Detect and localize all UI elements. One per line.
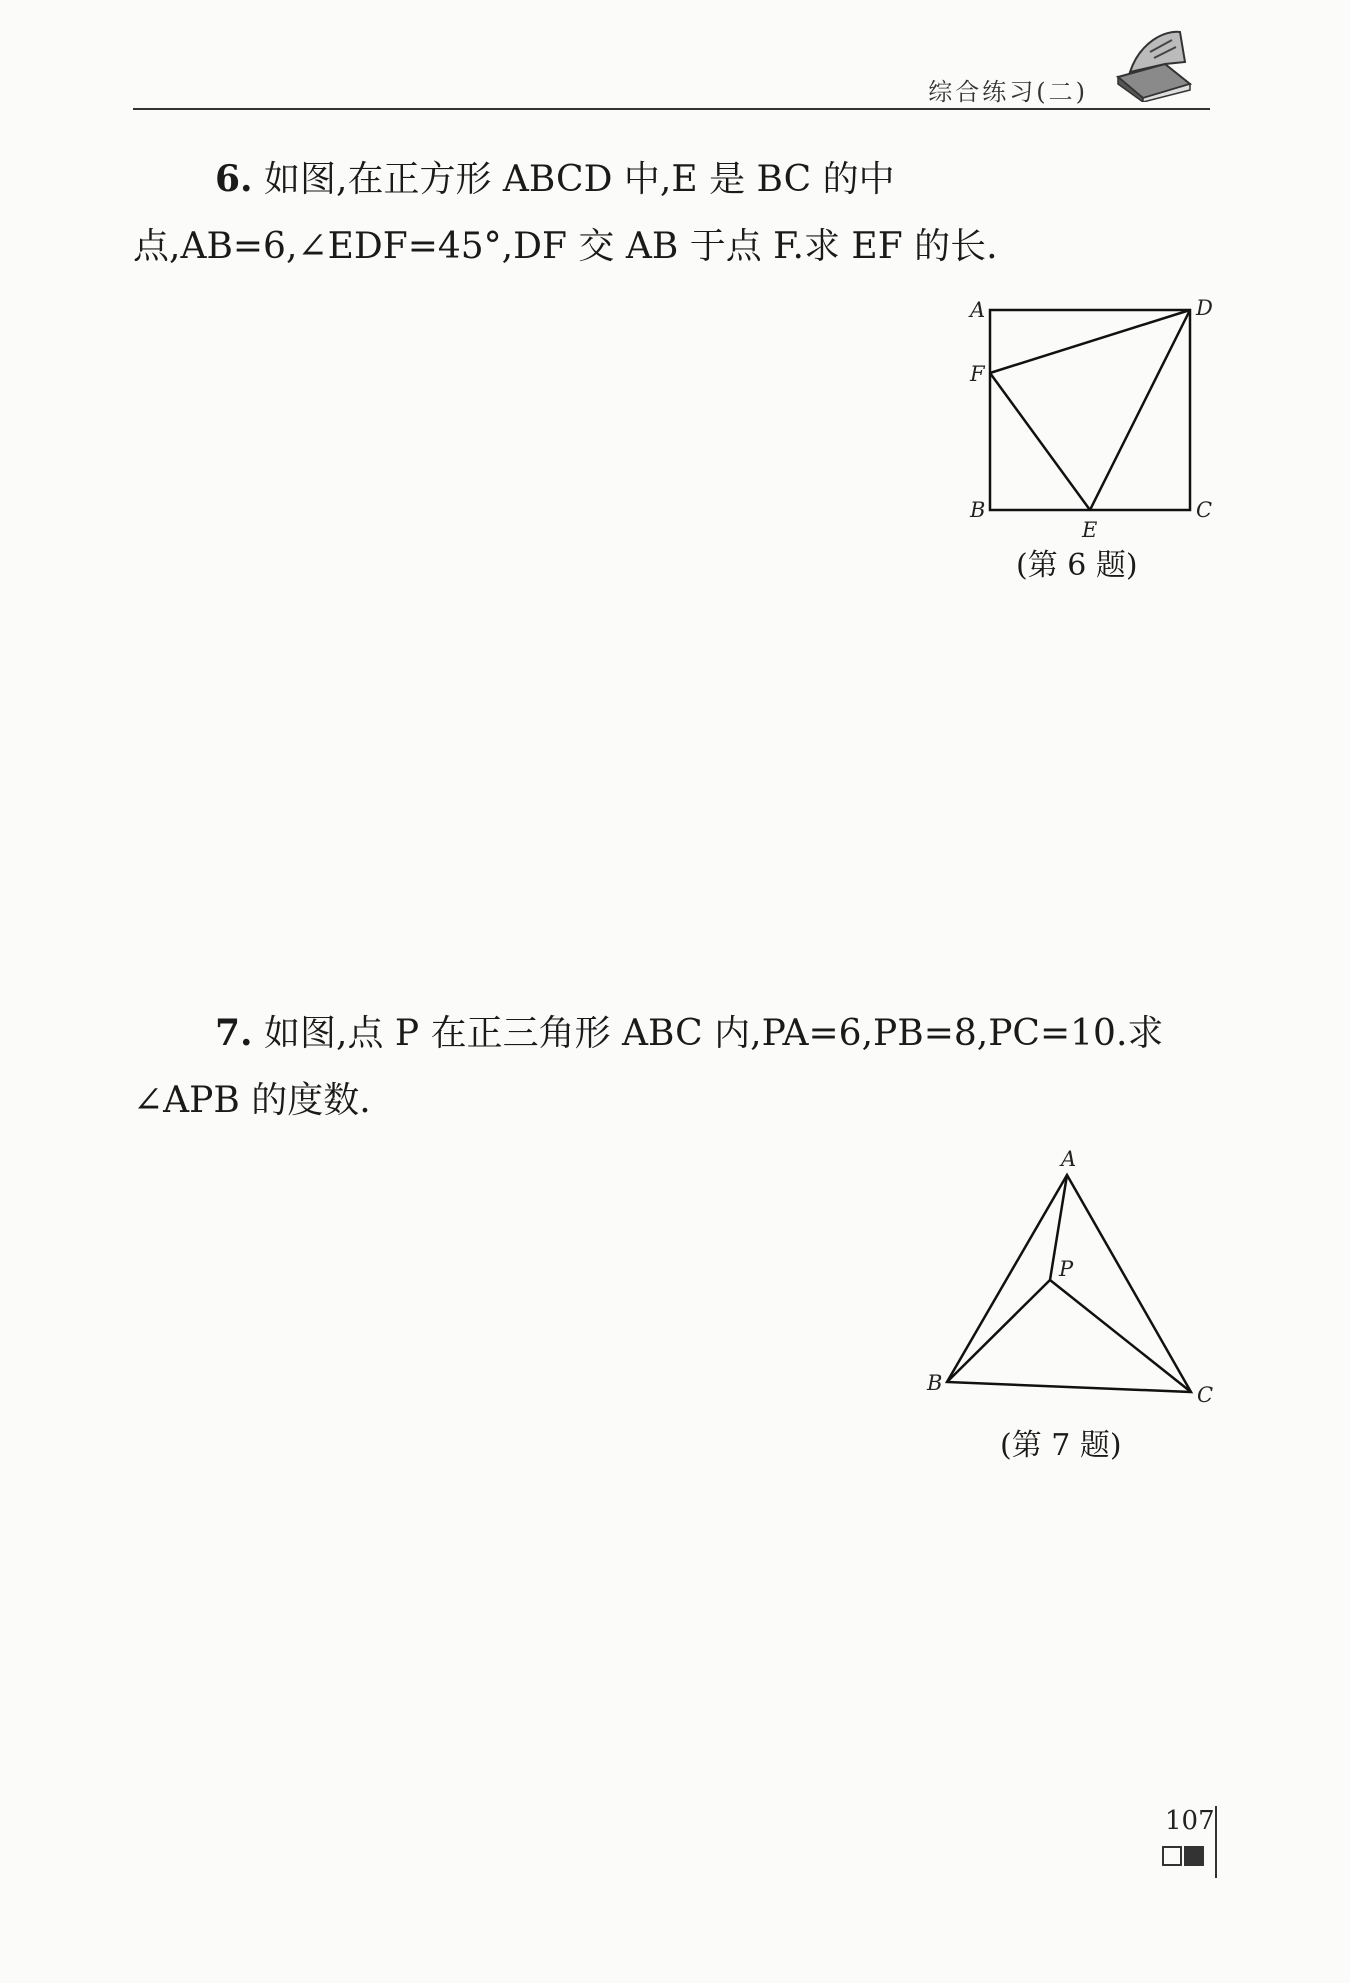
empty-square-icon — [1162, 1846, 1182, 1866]
filled-square-icon — [1184, 1846, 1204, 1866]
label-C: C — [1196, 498, 1213, 522]
figure-7-triangle — [915, 1140, 1235, 1410]
label-P: P — [1059, 1257, 1074, 1281]
problem-number: 6. — [215, 158, 253, 200]
figure-7-caption: (第 7 题) — [1000, 1428, 1122, 1463]
label-E: E — [1082, 518, 1098, 542]
label-B: B — [927, 1371, 943, 1395]
problem-statement: 如图,点 P 在正三角形 ABC 内,PA=6,PB=8,PC=10.求∠APB 的度数. — [133, 1013, 1164, 1121]
label-D: D — [1196, 296, 1213, 320]
label-C: C — [1197, 1383, 1214, 1407]
page-rule — [1215, 1806, 1217, 1878]
problem-7 — [133, 1000, 1213, 1134]
header-rule — [133, 108, 1210, 110]
page-number: 107 — [1165, 1806, 1215, 1836]
label-A: A — [1061, 1147, 1077, 1171]
section-title: 综合练习(二) — [928, 78, 1088, 106]
problem-number: 7. — [215, 1012, 253, 1054]
problem-statement: 如图,在正方形 ABCD 中,E 是 BC 的中点,AB=6,∠EDF=45°,DF 交 AB 于点 F.求 EF 的长. — [133, 159, 998, 267]
label-B: B — [970, 498, 986, 522]
book-icon — [1110, 22, 1200, 102]
label-A: A — [970, 298, 986, 322]
label-F: F — [970, 362, 985, 386]
problem-6 — [133, 146, 1213, 280]
figure-6-caption: (第 6 题) — [1016, 548, 1138, 583]
page-marker — [1162, 1846, 1206, 1866]
figure-6-square — [960, 285, 1220, 545]
